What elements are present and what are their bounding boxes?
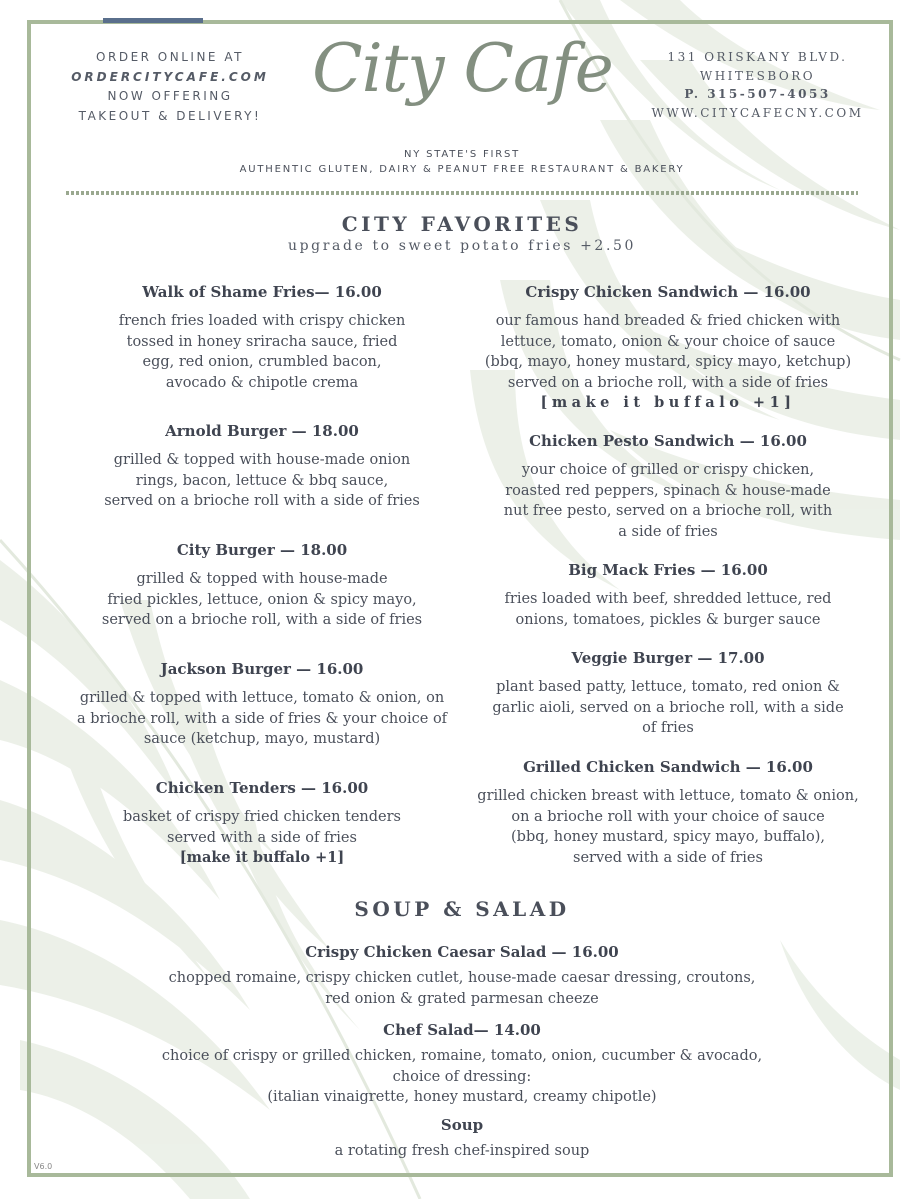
- section-title-soup-salad: SOUP & SALAD: [354, 897, 570, 921]
- menu-item-big-mack-fries: [468, 560, 868, 630]
- desc-line: served on a brioche roll, with a side of fries: [101, 612, 423, 628]
- desc-line: your choice of grilled or crispy chicken,: [521, 462, 815, 478]
- item-name: Soup: [440, 1116, 484, 1134]
- address-street: 131 ORISKANY BLVD.: [667, 50, 848, 64]
- desc-line: on a brioche roll with your choice of sauce: [511, 808, 825, 825]
- menu-item-grilled-chicken-sandwich: [468, 757, 868, 868]
- buffalo-upgrade-note: [make it buffalo +1]: [179, 849, 345, 866]
- desc-line: (bbq, honey mustard, spicy mayo, buffalo),: [511, 829, 825, 845]
- menu-item-chef-salad: [60, 1020, 864, 1108]
- city-cafe-logo: City Cafe: [312, 30, 613, 107]
- version-label: V6.0: [34, 1162, 53, 1171]
- item-name: Grilled Chicken Sandwich — 16.00: [523, 758, 813, 776]
- menu-item-arnold-burger: [62, 421, 462, 512]
- desc-line: egg, red onion, crumbled bacon,: [142, 354, 382, 370]
- section-title-city-favorites: CITY FAVORITES: [341, 212, 583, 236]
- item-name: Jackson Burger — 16.00: [160, 660, 364, 678]
- desc-line: fries loaded with beef, shredded lettuce, red: [504, 591, 832, 607]
- item-name: Walk of Shame Fries— 16.00: [142, 283, 382, 301]
- desc-line: of fries: [642, 720, 694, 736]
- menu-item-chicken-pesto-sandwich: [468, 431, 868, 542]
- menu-item-soup: [60, 1115, 864, 1162]
- item-description: [62, 311, 462, 393]
- desc-line: lettuce, tomato, onion & your choice of sauce: [500, 333, 836, 350]
- item-description: [468, 460, 868, 542]
- phone-number: P. 315-507-4053: [684, 87, 831, 101]
- dotted-divider: [66, 191, 858, 195]
- item-description: [62, 569, 462, 631]
- item-description: [60, 968, 864, 1009]
- item-name: Arnold Burger — 18.00: [165, 422, 359, 440]
- menu-item-walk-of-shame-fries: [62, 282, 462, 393]
- desc-line: nut free pesto, served on a brioche roll, with: [503, 503, 833, 519]
- tagline-line2: AUTHENTIC GLUTEN, DAIRY & PEANUT FREE RESTAURANT & BAKERY: [239, 164, 685, 175]
- takeout-delivery-label: TAKEOUT & DELIVERY!: [78, 108, 262, 123]
- item-name: Chicken Pesto Sandwich — 16.00: [529, 432, 807, 450]
- item-name: Crispy Chicken Sandwich — 16.00: [525, 283, 811, 301]
- item-description: [468, 677, 868, 739]
- desc-line: french fries loaded with crispy chicken: [118, 313, 406, 329]
- desc-line: roasted red peppers, spinach & house-made: [505, 482, 831, 499]
- desc-line: served with a side of fries: [167, 829, 357, 846]
- desc-line: served with a side of fries: [573, 849, 763, 866]
- order-website-link[interactable]: ORDERCITYCAFE.COM: [71, 69, 269, 84]
- desc-line: red onion & grated parmesan cheeze: [325, 990, 599, 1007]
- desc-line: a side of fries: [618, 523, 718, 540]
- desc-line: (italian vinaigrette, honey mustard, creamy chipotle): [267, 1089, 657, 1105]
- item-description: [60, 1141, 864, 1162]
- contact-block: [640, 48, 875, 122]
- address-city: WHITESBORO: [699, 68, 816, 83]
- desc-line: grilled & topped with house-made: [136, 571, 388, 587]
- desc-line: grilled & topped with lettuce, tomato & onion, on: [79, 690, 445, 706]
- desc-line: basket of crispy fried chicken tenders: [122, 809, 401, 825]
- website-link[interactable]: WWW.CITYCAFECNY.COM: [651, 105, 864, 120]
- item-name: Veggie Burger — 17.00: [571, 649, 765, 667]
- desc-line: chopped romaine, crispy chicken cutlet, house-made caesar dressing, croutons,: [168, 970, 756, 986]
- desc-line: fried pickles, lettuce, onion & spicy mayo,: [107, 591, 417, 608]
- item-name: Chicken Tenders — 16.00: [155, 779, 369, 797]
- desc-line: plant based patty, lettuce, tomato, red onion &: [496, 679, 840, 695]
- now-offering-label: NOW OFFERING: [107, 89, 233, 103]
- item-name: City Burger — 18.00: [176, 541, 348, 559]
- item-name: Big Mack Fries — 16.00: [568, 561, 768, 579]
- desc-line: choice of crispy or grilled chicken, romaine, tomato, onion, cucumber & avocado,: [161, 1048, 763, 1064]
- desc-line: served on a brioche roll with a side of fries: [104, 493, 420, 509]
- menu-item-crispy-chicken-caesar-salad: [60, 942, 864, 1009]
- section-subtitle-upgrade: upgrade to sweet potato fries +2.50: [287, 238, 637, 254]
- desc-line: onions, tomatoes, pickles & burger sauce: [515, 611, 821, 628]
- item-description: [468, 311, 868, 393]
- item-description: [468, 786, 868, 868]
- desc-line: sauce (ketchup, mayo, mustard): [143, 731, 381, 747]
- desc-line: choice of dressing:: [392, 1068, 532, 1085]
- buffalo-upgrade-note: [make it buffalo +1]: [540, 394, 796, 411]
- desc-line: grilled & topped with house-made onion: [113, 452, 411, 468]
- desc-line: a brioche roll, with a side of fries & your choice of: [76, 710, 448, 727]
- desc-line: rings, bacon, lettuce & bbq sauce,: [135, 472, 389, 489]
- desc-line: grilled chicken breast with lettuce, tomato & onion,: [477, 788, 859, 804]
- item-description: [468, 589, 868, 630]
- desc-line: served on a brioche roll, with a side of fries: [507, 374, 829, 391]
- item-description: [60, 1046, 864, 1108]
- item-name: Crispy Chicken Caesar Salad — 16.00: [305, 943, 619, 961]
- menu-item-chicken-tenders: [62, 778, 462, 869]
- tagline: [180, 147, 744, 177]
- desc-line: tossed in honey sriracha sauce, fried: [126, 333, 398, 350]
- desc-line: our famous hand breaded & fried chicken with: [495, 313, 841, 329]
- menu-item-city-burger: [62, 540, 462, 631]
- item-description: [62, 450, 462, 512]
- order-online-label: ORDER ONLINE AT: [96, 50, 244, 64]
- order-online-block: [40, 48, 300, 126]
- desc-line: avocado & chipotle crema: [165, 374, 359, 391]
- item-name: Chef Salad— 14.00: [383, 1021, 541, 1039]
- desc-line: (bbq, mayo, honey mustard, spicy mayo, ketchup): [484, 354, 852, 370]
- menu-item-crispy-chicken-sandwich: [468, 282, 868, 414]
- desc-line: garlic aioli, served on a brioche roll, with a side: [492, 699, 844, 716]
- desc-line: a rotating fresh chef-inspired soup: [334, 1143, 590, 1159]
- menu-item-veggie-burger: [468, 648, 868, 739]
- menu-item-jackson-burger: [62, 659, 462, 750]
- item-description: [62, 688, 462, 750]
- item-description: [62, 807, 462, 848]
- tagline-line1: NY STATE'S FIRST: [403, 149, 521, 160]
